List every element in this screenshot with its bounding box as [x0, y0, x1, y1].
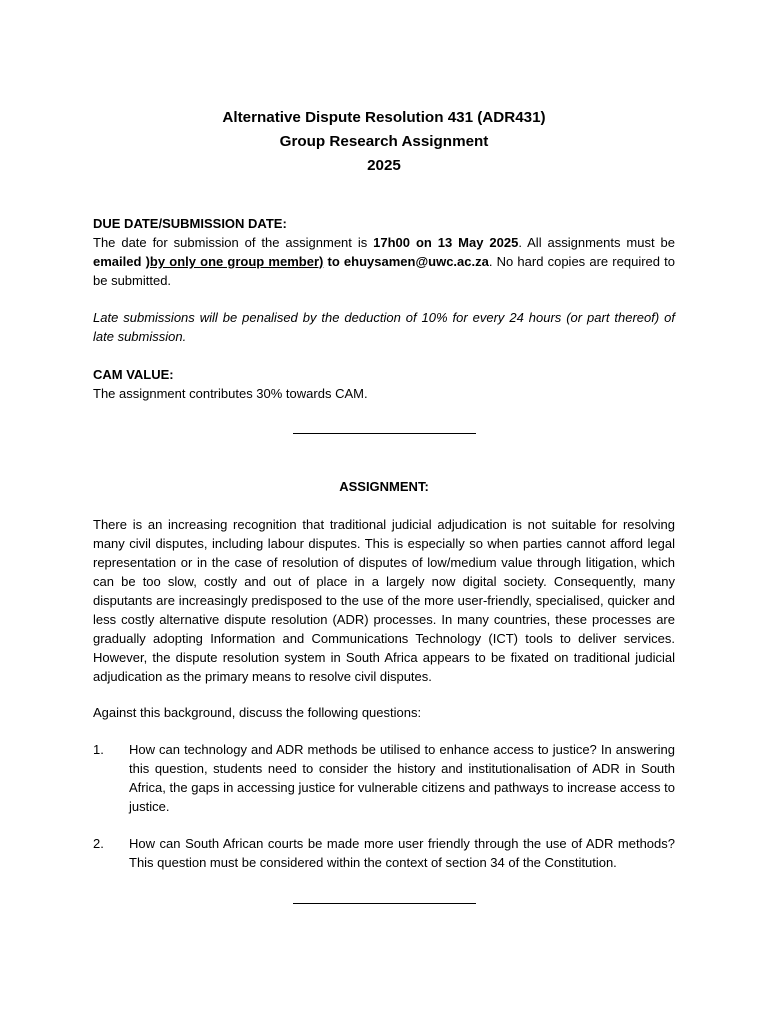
due-date-section [93, 214, 675, 290]
end-divider [0, 890, 768, 909]
question-list-2 [93, 834, 675, 872]
questions-intro-text: Against this background, discuss the following questions: [93, 705, 422, 720]
cam-value-text: The assignment contributes 30% towards CAM. [93, 386, 368, 401]
questions-intro [93, 703, 675, 722]
late-submission-text: Late submissions will be penalised by the deduction of 10% for every 24 hours (or part thereof) of late submission. [93, 310, 675, 344]
cam-value-section [93, 365, 675, 403]
due-date-heading: DUE DATE/SUBMISSION DATE: [93, 216, 287, 231]
assignment-type: Group Research Assignment [279, 133, 489, 150]
question-text: How can South African courts be made more user friendly through the use of ADR methods? This question must be considered within the context of section 34 of the Constitution. [129, 836, 675, 870]
assignment-year: 2025 [367, 157, 401, 174]
section-divider [0, 420, 768, 439]
question-text: How can technology and ADR methods be utilised to enhance access to justice? In answering this question, students need to consider the history and institutionalisation of ADR in South Africa, the gaps in accessing justice for vulnerable citizens and pathways to increase access to justice. [129, 742, 675, 814]
list-item [93, 834, 675, 872]
late-submission-section [93, 308, 675, 346]
one-member-note: by only one group member) [149, 254, 324, 269]
submission-email: to ehuysamen@uwc.ac.za [323, 254, 489, 269]
course-title: Alternative Dispute Resolution 431 (ADR431) [222, 109, 546, 126]
question-list [93, 740, 675, 816]
question-number: 1. [93, 742, 104, 757]
question-number: 2. [93, 836, 104, 851]
background-paragraph: There is an increasing recognition that traditional judicial adjudication is not suitable for resolving many civil disputes, including labour disputes. This is especially so when parties cannot afford legal representation or in the case of resolution of disputes of low/medium value through litigation, which can be too slow, costly and out of place in a largely now digital society. Consequently, many disputants are increasingly predisposed to the use of the more user-friendly, specialised, quicker and less costly alternative dispute resolution (ADR) processes. In many countries, these processes are gradually adopting Information and Communications Technology (ICT) tools to deliver services. However, the dispute resolution system in South Africa appears to be fixated on traditional judicial adjudication as the primary means to resolve civil disputes. [93, 517, 675, 684]
document-title [0, 106, 768, 178]
assignment-background [93, 515, 675, 686]
cam-value-heading: CAM VALUE: [93, 367, 174, 382]
assignment-heading: ASSIGNMENT: [339, 479, 429, 494]
list-item [93, 740, 675, 816]
due-date-text: The date for submission of the assignment is 17h00 on 13 May 2025. All assignments must be emailed )by only one group member) to ehuysamen@uwc.ac.za. No hard copies are required to be submitted. [93, 235, 676, 288]
due-date-value: 17h00 on 13 May 2025 [373, 235, 519, 250]
